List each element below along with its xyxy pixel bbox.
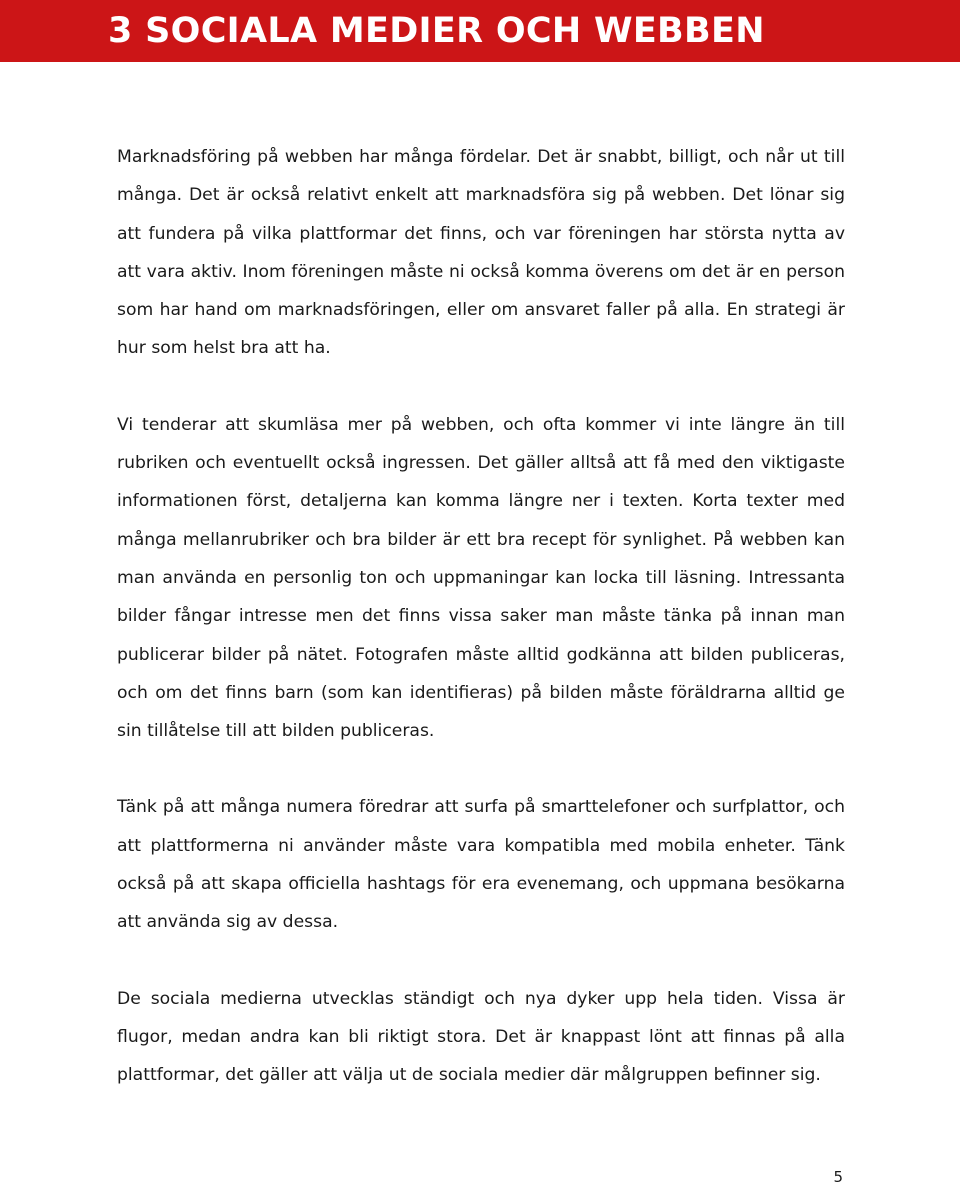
paragraph-mobile: Tänk på att många numera föredrar att surfa på smarttelefoner och surfplattor, och att plattformerna ni använder måste vara kompatibla med mobila enheter. Tänk också på att skapa officiella hashtags för era evenemang, och uppmana besökarna att använda sig av dessa. [117,797,845,933]
chapter-header-bar [0,0,960,62]
paragraph-intro: Marknadsföring på webben har många fördelar. Det är snabbt, billigt, och når ut till många. Det är också relativt enkelt att marknadsföra sig på webben. Det lönar sig att fundera på vilka plattformar det finns, och var föreningen har största nytta av att vara aktiv. Inom föreningen måste ni också komma överens om det är en person som har hand om marknadsföringen, eller om ansvaret faller på alla. En strategi är hur som helst bra att ha. [117,147,845,359]
page-number: 5 [833,1168,843,1186]
body-text [117,138,845,1133]
chapter-title: 3 SOCIALA MEDIER OCH WEBBEN [108,11,765,51]
paragraph-skimming: Vi tenderar att skumläsa mer på webben, och ofta kommer vi inte längre än till rubriken och eventuellt också ingressen. Det gäller alltså att få med den viktigaste informationen först, detaljerna kan komma längre ner i texten. Korta texter med många mellanrubriker och bra bilder är ett bra recept för synlighet. På webben kan man använda en personlig ton och uppmaningar kan locka till läsning. Intressanta bilder fångar intresse men det finns vissa saker man måste tänka på innan man publicerar bilder på nätet. Fotografen måste alltid godkänna att bilden publiceras, och om det finns barn (som kan identifieras) på bilden måste föräldrarna alltid ge sin tillåtelse till att bilden publiceras. [117,414,845,742]
paragraph-platforms: De sociala medierna utvecklas ständigt och nya dyker upp hela tiden. Vissa är flugor, medan andra kan bli riktigt stora. Det är knappast lönt att finnas på alla plattformar, det gäller att välja ut de sociala medier där målgruppen befinner sig. [117,988,845,1086]
